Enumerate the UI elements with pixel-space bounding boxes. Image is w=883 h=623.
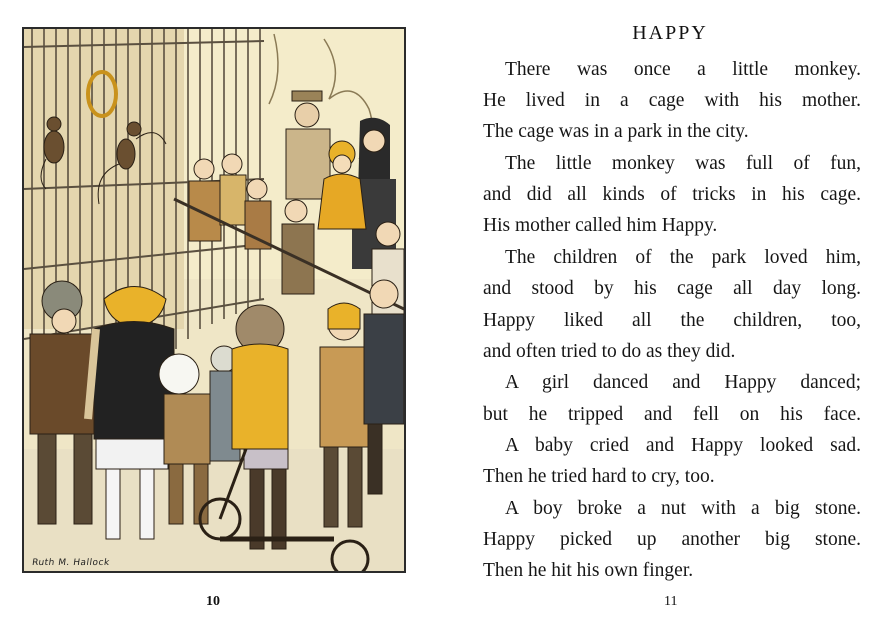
story-title: HAPPY: [632, 22, 708, 44]
text-line: The cage was in a park in the city.: [483, 121, 749, 142]
text-line: There was once a little monkey.: [505, 59, 861, 80]
illustrator-signature: Ruth M. Hallock: [31, 558, 111, 568]
text-line: A girl danced and Happy danced;: [505, 372, 861, 393]
text-line: His mother called him Happy.: [483, 215, 718, 236]
text-line: Happy liked all the children, too,: [483, 310, 861, 331]
text-line: The children of the park loved him,: [505, 247, 861, 268]
illustration-monkey-cage: [22, 27, 406, 573]
text-line: and often tried to do as they did.: [483, 341, 736, 362]
text-line: The little monkey was full of fun,: [505, 153, 861, 174]
page-number-right: 11: [664, 594, 678, 609]
text-line: but he tripped and fell on his face.: [483, 404, 861, 425]
text-line: A baby cried and Happy looked sad.: [505, 435, 861, 456]
text-line: He lived in a cage with his mother.: [483, 90, 861, 111]
text-line: and did all kinds of tricks in his cage.: [483, 184, 861, 205]
text-line: Then he tried hard to cry, too.: [483, 466, 715, 487]
text-line: and stood by his cage all day long.: [483, 278, 861, 299]
text-line: A boy broke a nut with a big stone.: [505, 498, 861, 519]
text-line: Happy picked up another big stone.: [483, 529, 861, 550]
illustration-drawing: [24, 29, 404, 571]
text-line: Then he hit his own finger.: [483, 560, 694, 581]
page-number-left: 10: [206, 594, 220, 609]
